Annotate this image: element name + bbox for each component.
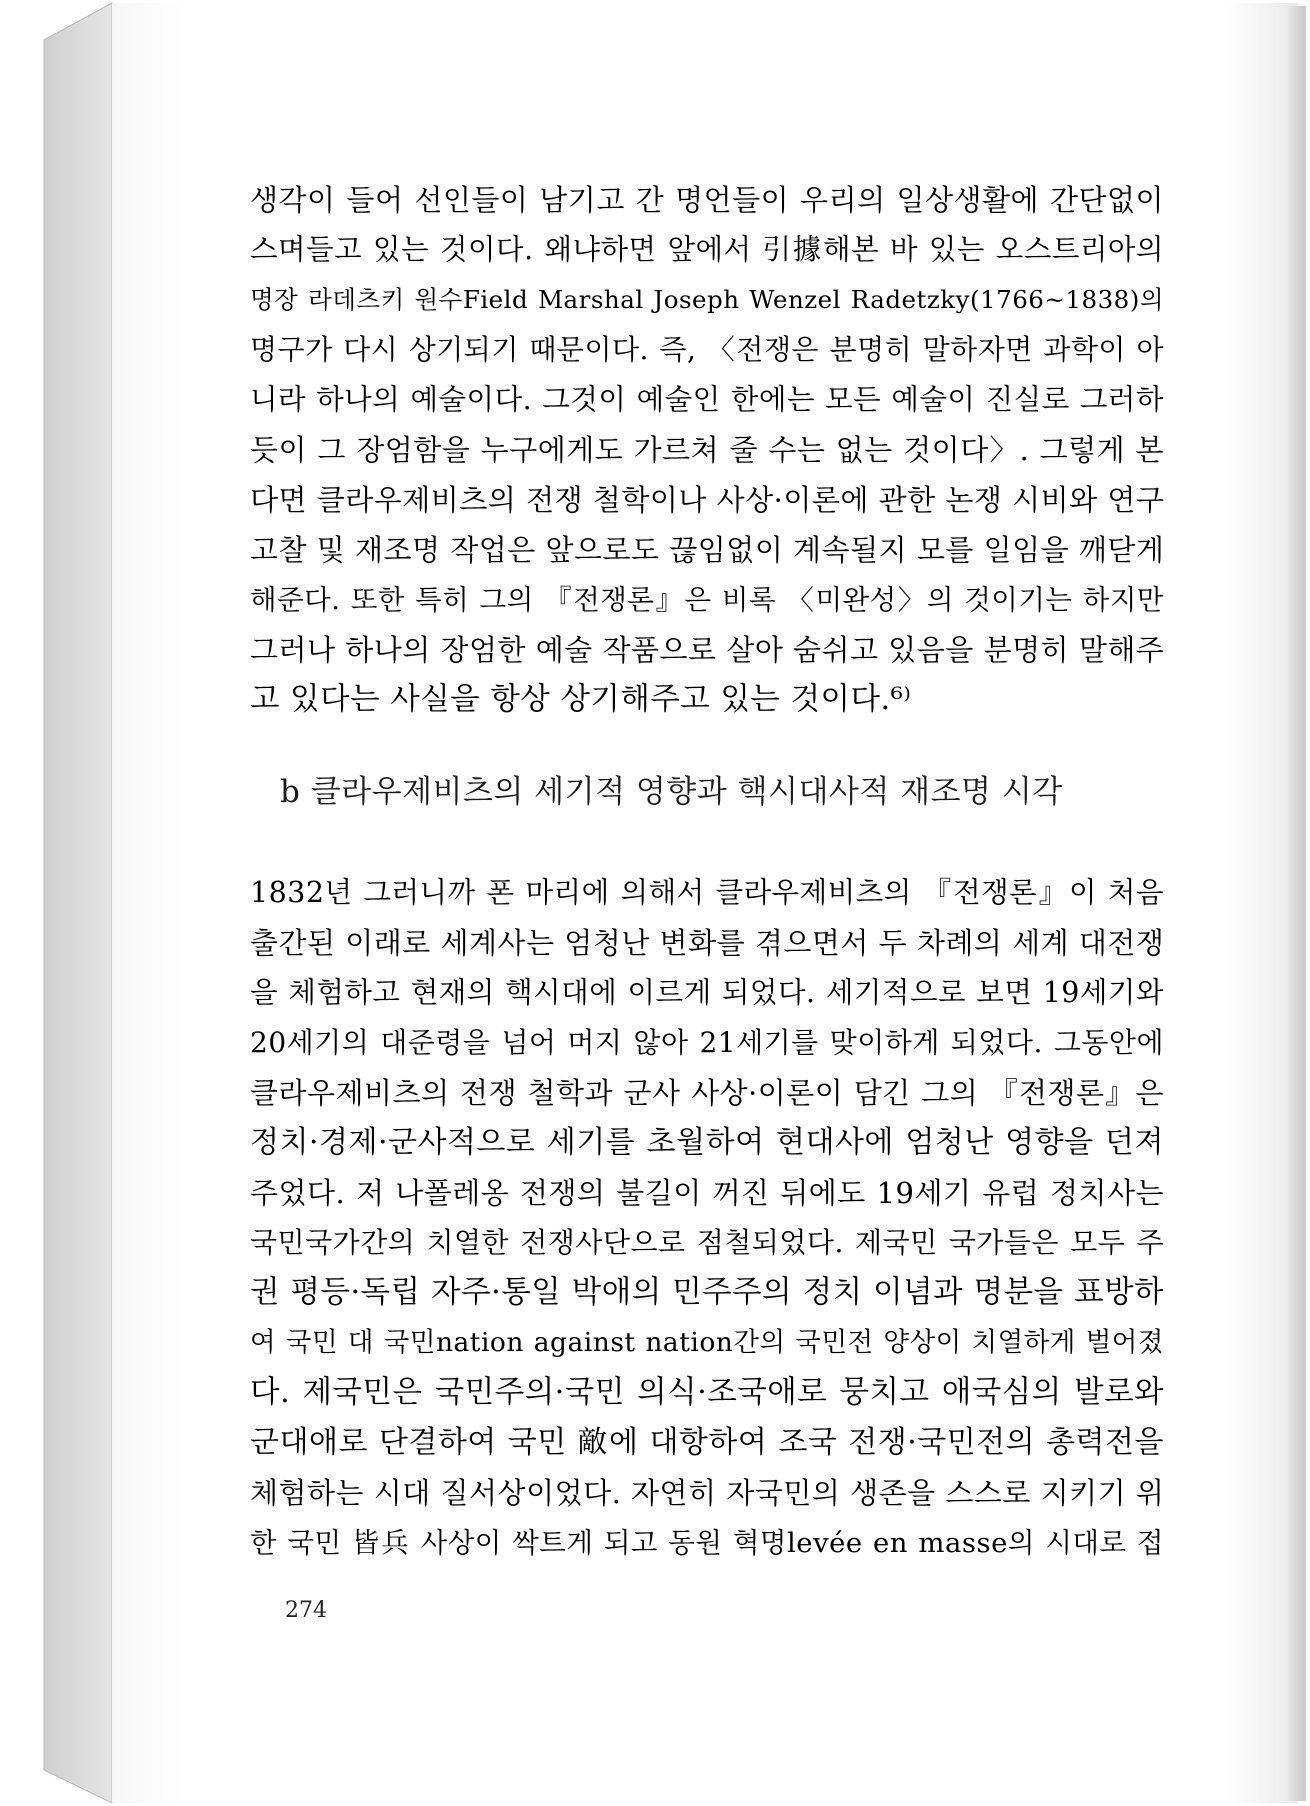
- text-line: 해준다. 또한 특히 그의 『전쟁론』은 비록 〈미완성〉의 것이기는 하지만: [250, 584, 1164, 616]
- paragraph-1: [250, 175, 1164, 725]
- text-line: 생각이 들어 선인들이 남기고 간 명언들이 우리의 일상생활에 간단없이: [250, 183, 1164, 217]
- text-line: 듯이 그 장엄함을 누구에게도 가르쳐 줄 수는 없는 것이다〉. 그렇게 본: [250, 433, 1164, 467]
- text-line: 다면 클라우제비츠의 전쟁 철학이나 사상·이론에 관한 논쟁 시비와 연구: [250, 483, 1165, 517]
- text-line: 고 있다는 사실을 항상 상기해주고 있는 것이다.⁶⁾: [250, 682, 912, 717]
- text-line: 고찰 및 재조명 작업은 앞으로도 끊임없이 계속될지 모를 일임을 깨닫게: [250, 533, 1165, 567]
- text-line: 한 국민 皆兵 사상이 싹트게 되고 동원 혁명levée en masse의 시대로 접: [250, 1527, 1164, 1559]
- text-line: 주었다. 저 나폴레옹 전쟁의 불길이 꺼진 뒤에도 19세기 유럽 정치사는: [250, 1176, 1164, 1210]
- paragraph-2: [250, 868, 1164, 1568]
- text-line: 20세기의 대준령을 넘어 머지 않아 21세기를 맞이하게 되었다. 그동안에: [250, 1026, 1164, 1059]
- text-line: 명장 라데츠키 원수Field Marshal Joseph Wenzel Radetzky(1766~1838)의: [250, 285, 1164, 314]
- text-line: 국민국가간의 치열한 전쟁사단으로 점철되었다. 제국민 국가들은 모두 주: [250, 1226, 1164, 1259]
- text-line: 니라 하나의 예술이다. 그것이 예술인 한에는 모든 예술이 진실로 그러하: [250, 383, 1164, 416]
- text-line: 명구가 다시 상기되기 때문이다. 즉, 〈전쟁은 분명히 말하자면 과학이 아: [250, 333, 1164, 366]
- text-line: 체험하는 시대 질서상이었다. 자연히 자국민의 생존을 스스로 지키기 위: [250, 1476, 1165, 1510]
- text-line: 정치·경제·군사적으로 세기를 초월하여 현대사에 엄청난 영향을 던져: [250, 1125, 1164, 1160]
- text-line: 권 평등·독립 자주·통일 박애의 민주주의 정치 이념과 명분을 표방하: [250, 1275, 1164, 1310]
- text-line: 1832년 그러니까 폰 마리에 의해서 클라우제비츠의 『전쟁론』이 처음: [250, 876, 1164, 909]
- text-line: 스며들고 있는 것이다. 왜냐하면 앞에서 引據해본 바 있는 오스트리아의: [250, 233, 1164, 266]
- text-line: 출간된 이래로 세계사는 엄청난 변화를 겪으면서 두 차례의 세계 대전쟁: [250, 926, 1165, 960]
- page-number: 274: [285, 1598, 327, 1623]
- text-line: 다. 제국민은 국민주의·국민 의식·조국애로 뭉치고 애국심의 발로와: [250, 1375, 1164, 1410]
- text-line: 여 국민 대 국민nation against nation간의 국민전 양상이 치열하게 벌어졌: [250, 1327, 1164, 1358]
- text-line: 을 체험하고 현재의 핵시대에 이르게 되었다. 세기적으로 보면 19세기와: [250, 976, 1164, 1009]
- page-edge: [1288, 6, 1306, 1801]
- section-heading: b 클라우제비츠의 세기적 영향과 핵시대사적 재조명 시각: [280, 774, 1063, 810]
- text-line: 그러나 하나의 장엄한 예술 작품으로 살아 숨쉬고 있음을 분명히 말해주: [250, 633, 1165, 667]
- text-line: 군대애로 단결하여 국민 敵에 대항하여 조국 전쟁·국민전의 총력전을: [250, 1425, 1164, 1460]
- text-line: 클라우제비츠의 전쟁 철학과 군사 사상·이론이 담긴 그의 『전쟁론』은: [250, 1076, 1164, 1110]
